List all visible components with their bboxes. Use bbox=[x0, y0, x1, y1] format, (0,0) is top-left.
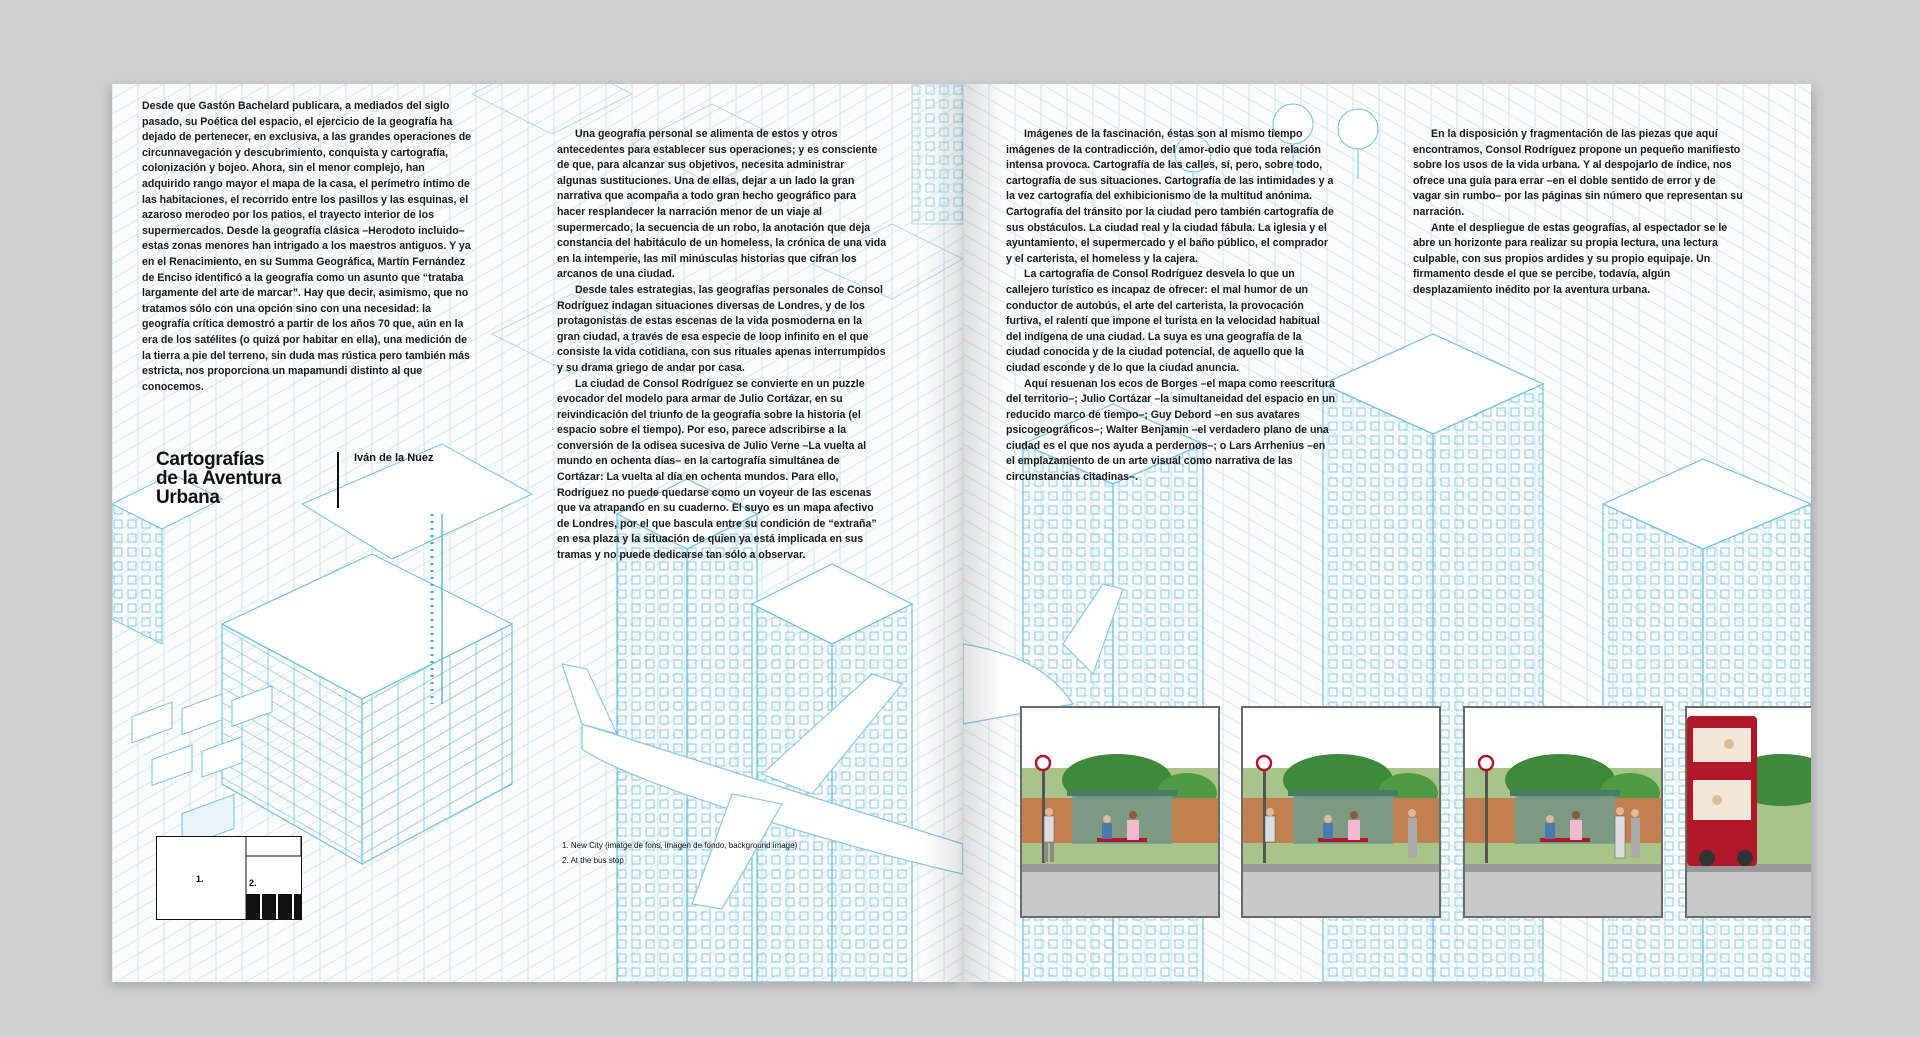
left-page bbox=[112, 84, 963, 982]
paragraph: La ciudad de Consol Rodríguez se convierte en un puzzle evocador del modelo para armar de Julio Cortázar, en su reivindicación del triunfo de la geografía sobre la historia (el espacio sobre el tiempo). Por eso, parece adscribirse a la conversión de la odisea sucesiva de Julio Verne –La vuelta al mundo en ochenta días– en la cartografía simultánea de Cortázar: La vuelta al día en ochenta mundos. Para ello, Rodríguez no puede quedarse como un voyeur de las escenas que va atrapando en su cuaderno. El suyo es un mapa afectivo de Londres, por el que bascula entre su condición de “extraña” en esa plaza y la situación de quien ya está implicada en sus tramas y no puede dedicarse tan sólo a observar. bbox=[557, 377, 877, 562]
legend-label-2: 2. bbox=[249, 878, 257, 888]
caption-2: 2. At the bus stop bbox=[562, 856, 624, 865]
title-line: de la Aventura bbox=[156, 468, 282, 489]
text-column-2 bbox=[557, 127, 887, 564]
paragraph: Desde tales estrategias, las geografías personales de Consol Rodríguez indagan situaciones diversas de Londres, y de los protagonistas de estas escenas de la vida posmoderna en la gran ciudad, a través de esa especie de loop infinito en el que consiste la vida cotidiana, con sus rituales apenas interrumpidos y su drama griego de andar por casa. bbox=[557, 283, 886, 374]
title-divider bbox=[337, 452, 339, 508]
right-page bbox=[963, 84, 1811, 982]
bus-stop-scene bbox=[1022, 708, 1218, 916]
bus-arrival-scene bbox=[1687, 708, 1811, 916]
legend-label-1: 1. bbox=[196, 874, 204, 884]
legend-diagram bbox=[156, 836, 331, 920]
bus-stop-scene bbox=[1465, 708, 1661, 916]
paragraph: Desde que Gastón Bachelard publicara, a mediados del siglo pasado, su Poética del espacio, el ejercicio de la geografía ha dejado de pertenecer, en exclusiva, a las grandes operaciones de circunnavegación y descubrimiento, conquista y cartografía, colonización y bojeo. Ahora, sin el menor complejo, han adquirido rango mayor el mapa de la casa, el perímetro íntimo de las habitaciones, el recorrido entre los pasillos y las esquinas, el azaroso merodeo por los patios, el trayecto interior de los supermercados. Desde la geografía clásica –Herodoto incluido– estas zonas menores han intrigado a los maestros antiguos. Y ya en el Renacimiento, en su Summa Geográfica, Martín Fernández de Enciso identificó a la geografía como un asunto que “trataba largamente del arte de marcar”. Hay que decir, asimismo, que no tratamos sólo con una opción sino con una necesidad: la geografía crítica demostró a partir de los años 70 que, aún en la era de los satélites (o quizá por habitar en ella), una medición de la tierra a pie del terreno, sin duda mas rústica pero también más estricta, nos proporciona un mapamundi distinto al que conocemos. bbox=[142, 100, 472, 393]
comic-frame-3 bbox=[1463, 706, 1663, 918]
text-column-4 bbox=[1413, 127, 1743, 299]
paragraph: Una geografía personal se alimenta de estos y otros antecedentes para establecer sus operaciones; y es consciente de que, para alcanzar sus objetivos, necesita administrar algunas sustituciones. Una de ellas, dejar a un lado la gran narrativa que acompaña a todo gran hecho geográfico para hacer resplandecer la narración menor de un viaje al supermercado, la secuencia de un robo, la anotación que deja constancia del habitáculo de un homeless, la crónica de una vida en la intemperie, las mil minúsculas historias que cifran los arcanos de una ciudad. bbox=[557, 128, 887, 281]
paragraph: La cartografía de Consol Rodríguez desvela lo que un callejero turístico es incapaz de ofrecer: el mal humor de un conductor de autobús, el arte del carterista, la provocación furtiva, el ralentí que impone el turista en la velocidad habitual del indígena de una ciudad. La suya es una geografía de la ciudad conocida y de la ciudad potencial, de aquello que la ciudad esconde y de lo que la ciudad anuncia. bbox=[1006, 268, 1320, 374]
comic-frame-1 bbox=[1020, 706, 1220, 918]
figure-captions bbox=[562, 838, 797, 868]
comic-frame-2 bbox=[1241, 706, 1441, 918]
gutter-shadow bbox=[923, 84, 963, 982]
text-column-1 bbox=[142, 99, 472, 395]
paragraph: Ante el despliegue de estas geografías, al espectador se le abre un horizonte para realizar su propia lectura, una lectura culpable, con sus propios ardides y su propio equipaje. Un firmamento desde el que se percibe, todavía, algún desplazamiento inédito por la aventura urbana. bbox=[1413, 221, 1728, 296]
author-name: Iván de la Nuez bbox=[354, 452, 434, 464]
article-title bbox=[156, 450, 281, 507]
paragraph: En la disposición y fragmentación de las piezas que aquí encontramos, Consol Rodríguez propone un pequeño manifiesto sobre los usos de la vida urbana. Y al despojarlo de índice, nos ofrece una guía para errar –en el doble sentido de error y de vagar sin rumbo– por las páginas sin número que representan su narración. bbox=[1413, 128, 1743, 218]
title-line: Cartografías bbox=[156, 449, 265, 470]
gutter-shadow bbox=[963, 84, 1003, 982]
title-line: Urbana bbox=[156, 487, 220, 508]
comic-frame-4 bbox=[1685, 706, 1811, 918]
text-column-3 bbox=[1006, 127, 1336, 486]
caption-1: 1. New City (imatge de fons, imagen de fondo, background image) bbox=[562, 841, 798, 850]
bus-stop-scene bbox=[1243, 708, 1439, 916]
paragraph: Imágenes de la fascinación, éstas son al mismo tiempo imágenes de la contradicción, del amor-odio que toda relación intensa provoca. Cartografía de las calles, sí, pero, sobre todo, cartografía de sus situaciones. Cartografía de las intimidades y a la vez cartografía del exhibicionismo de la multitud anónima. Cartografía del tránsito por la ciudad pero también cartografía de sus obstáculos. La ciudad real y la ciudad fábula. La iglesia y el ayuntamiento, el supermercado y el baño público, el comprador y el carterista, el homeless y la cajera. bbox=[1006, 128, 1334, 265]
layout-legend bbox=[156, 836, 331, 920]
paragraph: Aquí resuenan los ecos de Borges –el mapa como reescritura del territorio–; Julio Cortázar –la simultaneidad del espacio en un reducido marco de tiempo–; Guy Debord –en sus avatares psicogeográficos–; Walter Benjamin –el verdadero plano de una ciudad es el que nos ayuda a perdernos–; o Lars Arrhenius –en el emplazamiento de un arte visual como narrativa de las circunstancias citadinas–. bbox=[1006, 377, 1336, 484]
